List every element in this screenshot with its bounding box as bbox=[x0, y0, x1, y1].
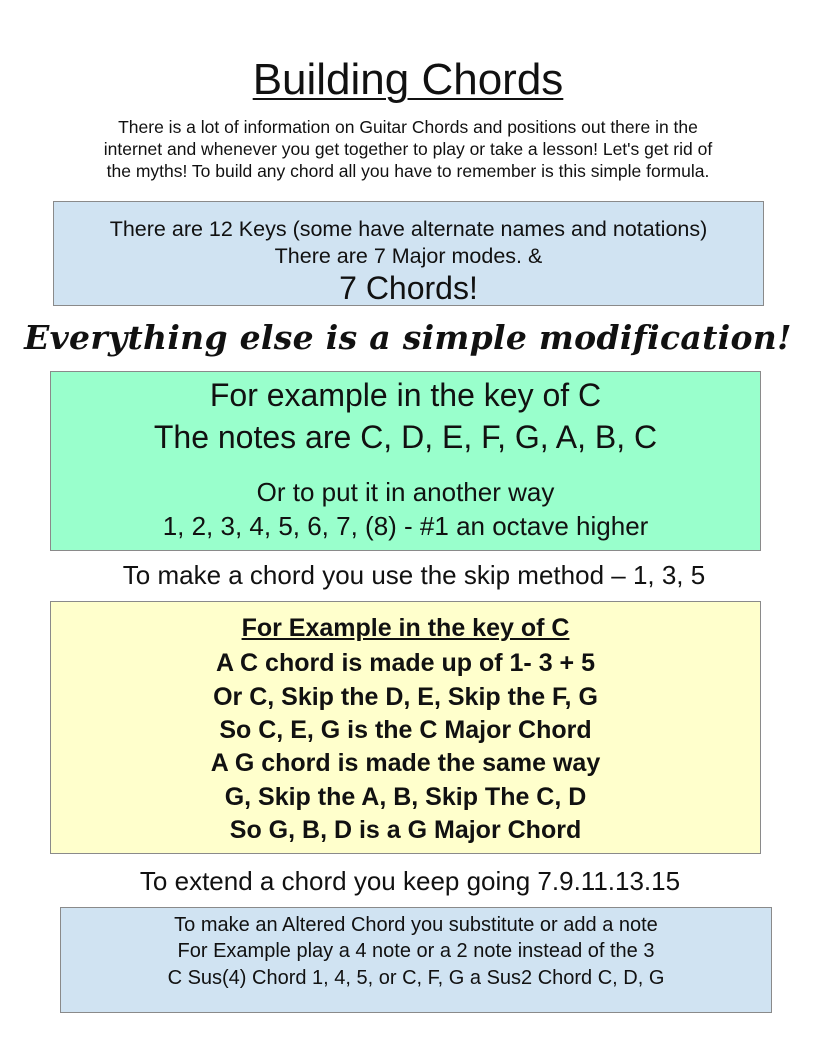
intro-line: There is a lot of information on Guitar Chords and positions out there in the bbox=[118, 117, 698, 137]
chord-example-line: So C, E, G is the C Major Chord bbox=[219, 716, 592, 744]
chord-example-heading: For Example in the key of C bbox=[241, 614, 570, 642]
keys-box bbox=[53, 201, 764, 306]
altered-line: For Example play a 4 note or a 2 note instead of the 3 bbox=[177, 940, 655, 962]
keys-line: There are 12 Keys (some have alternate names and notations) bbox=[109, 217, 708, 241]
skip-method-text: To make a chord you use the skip method – 1, 3, 5 bbox=[122, 560, 706, 590]
extend-chord-text: To extend a chord you keep going 7.9.11.13.15 bbox=[139, 866, 681, 896]
chord-example-box bbox=[50, 601, 761, 854]
another-way-line: Or to put it in another way bbox=[256, 477, 555, 507]
example-heading: For example in the key of C bbox=[209, 377, 602, 413]
intro-paragraph bbox=[20, 116, 796, 182]
tagline: Everything else is a simple modification! bbox=[24, 318, 792, 357]
numbers-line: 1, 2, 3, 4, 5, 6, 7, (8) - #1 an octave higher bbox=[162, 511, 649, 541]
intro-line: internet and whenever you get together to play or take a lesson! Let's get rid of bbox=[103, 139, 713, 159]
notes-line: The notes are C, D, E, F, G, A, B, C bbox=[153, 419, 658, 455]
altered-line: C Sus(4) Chord 1, 4, 5, or C, F, G a Sus2 Chord C, D, G bbox=[167, 967, 665, 989]
chord-example-line: G, Skip the A, B, Skip The C, D bbox=[224, 783, 587, 811]
intro-line: the myths! To build any chord all you have to remember is this simple formula. bbox=[106, 161, 710, 181]
chords-line: 7 Chords! bbox=[339, 270, 478, 306]
chord-example-line: So G, B, D is a G Major Chord bbox=[229, 816, 582, 844]
altered-chord-box bbox=[60, 907, 772, 1013]
chord-example-line: A C chord is made up of 1- 3 + 5 bbox=[215, 649, 596, 677]
chord-example-line: A G chord is made the same way bbox=[210, 749, 601, 777]
example-box bbox=[50, 371, 761, 551]
page-title: Building Chords bbox=[252, 55, 564, 104]
chord-example-line: Or C, Skip the D, E, Skip the F, G bbox=[213, 683, 598, 711]
modes-line: There are 7 Major modes. & bbox=[274, 244, 543, 268]
altered-line: To make an Altered Chord you substitute or add a note bbox=[174, 914, 658, 936]
